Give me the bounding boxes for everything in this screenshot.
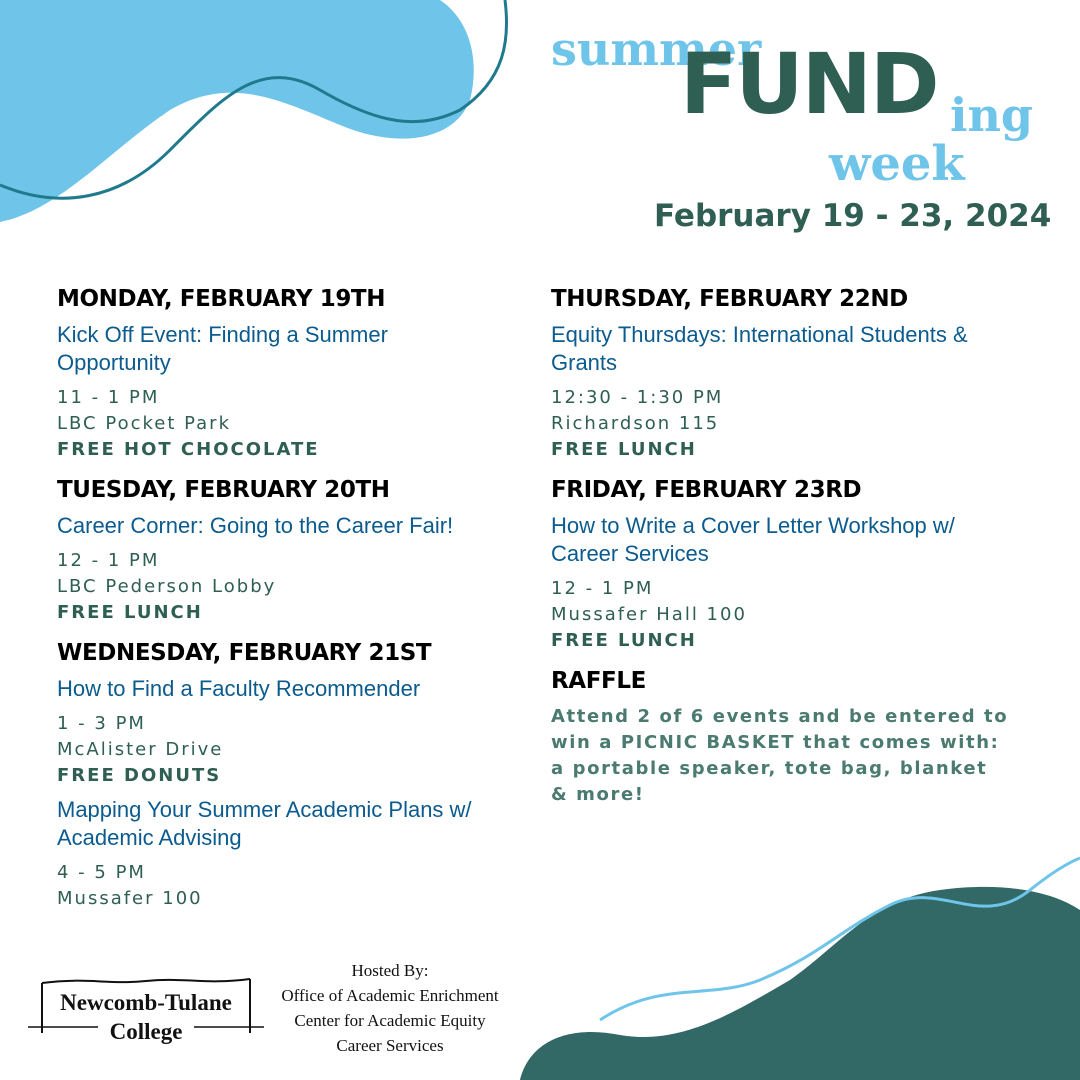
- raffle-description: Attend 2 of 6 events and be entered to win a PICNIC BASKET that comes with:: [551, 706, 1009, 753]
- newcomb-tulane-logo: [28, 975, 264, 1049]
- monday-location: LBC Pocket Park: [57, 413, 232, 434]
- wednesday-time-1: 1 - 3 PM: [57, 713, 146, 734]
- thursday-event: Equity Thursdays: International Students & Grants: [551, 322, 968, 375]
- friday-time: 12 - 1 PM: [551, 578, 654, 599]
- monday-event: Kick Off Event: Finding a Summer Opportunity: [57, 322, 388, 375]
- event-dates: February 19 - 23, 2024: [654, 198, 1052, 234]
- friday-heading: FRIDAY, FEBRUARY 23RD: [551, 477, 862, 503]
- raffle-heading: RAFFLE: [551, 668, 646, 694]
- thursday-heading: THURSDAY, FEBRUARY 22ND: [551, 286, 908, 312]
- schedule-right-column: [551, 284, 1011, 808]
- top-left-blob: [0, 0, 520, 230]
- tuesday-heading: TUESDAY, FEBRUARY 20TH: [57, 477, 390, 503]
- thursday-time: 12:30 - 1:30 PM: [551, 387, 724, 408]
- monday-heading: MONDAY, FEBRUARY 19TH: [57, 286, 386, 312]
- host-org-3: Career Services: [336, 1036, 444, 1055]
- monday-perk: FREE HOT CHOCOLATE: [57, 439, 320, 460]
- wednesday-heading: WEDNESDAY, FEBRUARY 21ST: [57, 640, 432, 666]
- title-fund: FUND: [680, 35, 938, 133]
- host-org-1: Office of Academic Enrichment: [281, 986, 499, 1005]
- wednesday-time-2: 4 - 5 PM: [57, 862, 146, 883]
- wednesday-event-2: Mapping Your Summer Academic Plans w/ Academic Advising: [57, 797, 472, 850]
- friday-perk: FREE LUNCH: [551, 630, 697, 651]
- title-week: week: [829, 136, 965, 192]
- title-ing: ing: [950, 88, 1034, 142]
- host-org-2: Center for Academic Equity: [294, 1011, 486, 1030]
- raffle-prizes: a portable speaker, tote bag, blanket & more!: [551, 758, 988, 805]
- monday-time: 11 - 1 PM: [57, 387, 160, 408]
- hosted-by-label: Hosted By:: [351, 961, 429, 980]
- logo-line-2: College: [109, 1019, 183, 1044]
- wednesday-perk-1: FREE DONUTS: [57, 765, 222, 786]
- schedule-left-column: [57, 284, 497, 912]
- tuesday-event: Career Corner: Going to the Career Fair!: [57, 513, 454, 538]
- tuesday-time: 12 - 1 PM: [57, 550, 160, 571]
- tuesday-perk: FREE LUNCH: [57, 602, 203, 623]
- friday-location: Mussafer Hall 100: [551, 604, 747, 625]
- wednesday-event-1: How to Find a Faculty Recommender: [57, 676, 421, 701]
- logo-line-1: Newcomb-Tulane: [60, 990, 232, 1015]
- hosted-by: [265, 958, 515, 1058]
- title-summer: summer: [551, 22, 762, 76]
- bottom-right-blob: [510, 850, 1080, 1080]
- tuesday-location: LBC Pederson Lobby: [57, 576, 277, 597]
- friday-event: How to Write a Cover Letter Workshop w/ Career Services: [551, 513, 955, 566]
- thursday-location: Richardson 115: [551, 413, 720, 434]
- thursday-perk: FREE LUNCH: [551, 439, 697, 460]
- wednesday-location-2: Mussafer 100: [57, 888, 203, 909]
- wednesday-location-1: McAlister Drive: [57, 739, 224, 760]
